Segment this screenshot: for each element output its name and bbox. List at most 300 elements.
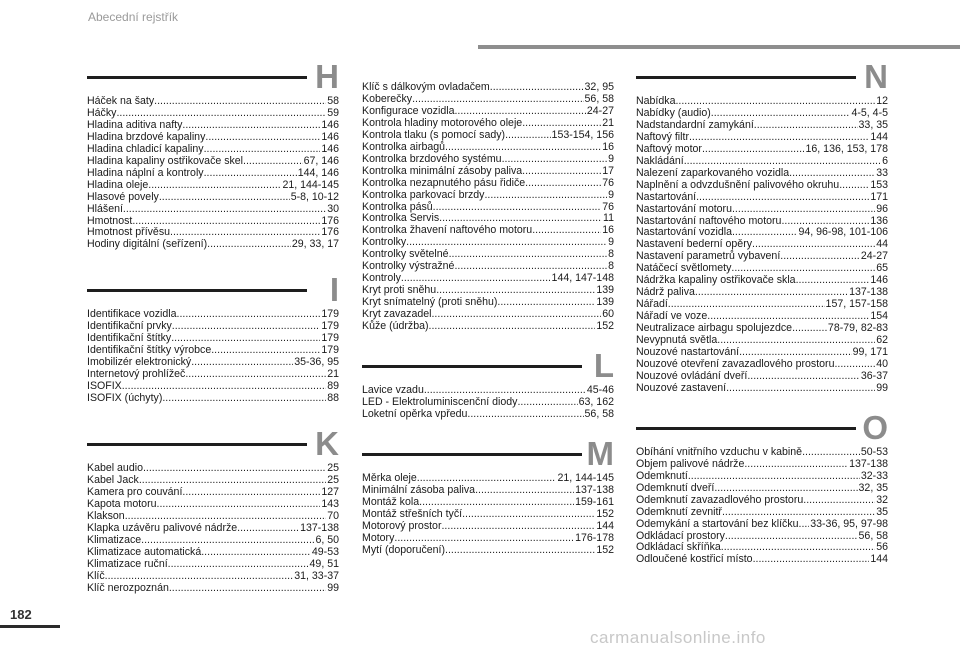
entry-pages: 24-27 [860, 250, 888, 263]
entry-pages: 9 [608, 188, 614, 201]
dot-leader [237, 523, 299, 535]
entry-name: Nastavení parametrů vybavení [636, 250, 781, 263]
dot-leader [490, 82, 584, 94]
entry-pages: 59 [327, 106, 339, 119]
entry-name: Kontrolka pásů [362, 200, 433, 213]
entry-name: Hladina aditiva nafty [87, 118, 183, 131]
entry-name: Háček na šaty [87, 95, 155, 107]
dot-leader [726, 383, 875, 395]
entry-pages: 21 [327, 368, 339, 381]
dot-leader [517, 397, 577, 409]
entry-name: Klimatizace [87, 533, 142, 546]
entry-name: Natáčecí světlomety [636, 262, 732, 275]
dot-leader [431, 309, 601, 321]
entry-pages: 45-46 [586, 384, 614, 397]
entry-pages: 179 [321, 308, 339, 321]
index-entry [87, 239, 339, 251]
dot-leader [688, 471, 860, 483]
index-section [362, 347, 614, 421]
index-entry [636, 495, 888, 507]
entry-pages: 153 [870, 178, 888, 191]
entry-list [362, 385, 614, 421]
dot-leader [168, 559, 309, 571]
entry-name: Kryt zavazadel [362, 308, 432, 321]
dot-leader [525, 178, 601, 190]
entry-pages: 99 [876, 381, 888, 394]
section-heading [636, 58, 888, 95]
entry-name: Naftový filtr [636, 130, 689, 143]
entry-pages: 65 [876, 262, 888, 275]
entry-pages: 21, 144-145 [557, 471, 614, 484]
entry-list [87, 96, 339, 251]
index-entry [87, 168, 339, 180]
section-rule [636, 427, 856, 430]
dot-leader [204, 168, 297, 180]
dot-leader [429, 321, 596, 333]
entry-name: Hladina chladicí kapaliny [87, 142, 204, 155]
index-entry [87, 583, 339, 595]
entry-name: Kontrolky světelné [362, 248, 449, 261]
entry-pages: 143 [321, 497, 339, 510]
index-entry [362, 130, 614, 142]
entry-name: Imobilizér elektronický [87, 356, 192, 369]
entry-pages: 35 [876, 505, 888, 518]
entry-name: Identifikační štítky výrobce [87, 344, 212, 357]
entry-name: Nářadí ve voze [636, 310, 708, 323]
entry-name: Kontrolky [362, 236, 407, 249]
dot-leader [744, 459, 848, 471]
dot-leader [789, 168, 875, 180]
index-entry [87, 535, 339, 547]
entry-pages: 88 [327, 392, 339, 405]
entry-pages: 171 [870, 190, 888, 203]
entry-name: ISOFIX [87, 380, 122, 393]
entry-pages: 8 [608, 260, 614, 273]
entry-pages: 179 [321, 344, 339, 357]
dot-leader [799, 519, 810, 531]
dot-leader [207, 239, 291, 251]
index-entry [87, 571, 339, 583]
entry-name: Odloučené kostřicí místo [636, 553, 753, 566]
entry-pages: 29, 33, 17 [291, 238, 339, 251]
entry-pages: 146 [321, 142, 339, 155]
entry-pages: 62 [876, 334, 888, 347]
entry-pages: 157, 157-158 [825, 298, 888, 311]
entry-name: Kontrolky výstražné [362, 260, 455, 273]
index-entry [87, 144, 339, 156]
section-letter: O [862, 408, 888, 446]
section-rule [362, 453, 582, 456]
section-rule [87, 443, 307, 446]
entry-name: Mytí (doporučení) [362, 543, 446, 556]
entry-name: Hlášení [87, 202, 123, 215]
dot-leader [475, 485, 574, 497]
entry-pages: 144 [596, 519, 614, 532]
entry-pages: 36-37 [860, 369, 888, 382]
index-entry [362, 178, 614, 190]
dot-leader [445, 545, 595, 557]
entry-pages: 9 [608, 236, 614, 249]
entry-name: Kontrolka airbagů [362, 140, 446, 153]
section-letter: I [329, 271, 339, 309]
entry-name: Nastartování [636, 190, 697, 203]
dot-leader [157, 499, 321, 511]
entry-pages: 179 [321, 320, 339, 333]
entry-pages: 99, 171 [852, 346, 888, 359]
index-entry [87, 393, 339, 405]
entry-name: Nalezení zaparkovaného vozidla [636, 166, 790, 179]
entry-name: Nadstandardní zamykání [636, 118, 754, 131]
entry-name: Nouzové ovládání dveří [636, 369, 748, 382]
dot-leader [123, 204, 326, 216]
entry-pages: 137-138 [300, 521, 339, 534]
index-entry [362, 142, 614, 154]
entry-pages: 21, 144-145 [282, 178, 339, 191]
entry-name: Odkládací prostory [636, 529, 725, 542]
entry-name: Minimální zásoba paliva [362, 483, 476, 496]
dot-leader [502, 154, 608, 166]
dot-leader [394, 533, 574, 545]
entry-name: Koberečky [362, 92, 413, 105]
entry-name: Klimatizace automatická [87, 545, 202, 558]
watermark: carmanualsonline.info [590, 628, 766, 647]
dot-leader [839, 180, 869, 192]
entry-pages: 25 [327, 473, 339, 486]
entry-name: Obíhání vnitřního vzduchu v kabině [636, 445, 803, 458]
entry-name: Kontrolka parkovací brzdy [362, 188, 485, 201]
entry-name: Kapota motoru [87, 497, 157, 510]
entry-name: Kabel audio [87, 462, 143, 475]
dot-leader [201, 547, 311, 559]
entry-pages: 25 [327, 462, 339, 475]
index-entry [87, 523, 339, 535]
index-entry [362, 497, 614, 509]
index-entry [87, 511, 339, 523]
entry-name: Konfigurace vozidla [362, 104, 455, 117]
dot-leader [243, 156, 303, 168]
section-heading [87, 58, 339, 95]
entry-pages: 78-79, 82-83 [827, 322, 888, 335]
entry-pages: 44 [876, 238, 888, 251]
entry-list [636, 96, 888, 395]
index-entry [87, 204, 339, 216]
entry-pages: 152 [596, 507, 614, 520]
dot-leader [204, 144, 321, 156]
index-entry [636, 168, 888, 180]
dot-leader [747, 371, 860, 383]
index-entry [362, 190, 614, 202]
dot-leader [753, 554, 870, 566]
entry-pages: 144, 147-148 [551, 272, 614, 285]
entry-name: Kontrola hladiny motorového oleje [362, 116, 523, 129]
entry-name: Nastavení bederní opěry [636, 238, 753, 251]
entry-name: Nádrž paliva [636, 286, 695, 299]
index-entry [362, 154, 614, 166]
index-entry [636, 519, 888, 531]
index-entry [362, 509, 614, 521]
index-entry [362, 409, 614, 421]
index-entry [636, 471, 888, 483]
entry-name: Hmotnost [87, 214, 133, 227]
index-entry [636, 156, 888, 168]
dot-leader [125, 511, 327, 523]
entry-list [636, 447, 888, 567]
entry-name: Nouzové otevření zavazadlového prostoru [636, 357, 835, 370]
entry-name: Neutralizace airbagu spolujezdce [636, 322, 793, 335]
index-entry [362, 321, 614, 333]
index-section [362, 434, 614, 557]
entry-pages: 56, 58 [858, 529, 888, 542]
index-entry [87, 96, 339, 108]
section-heading [636, 408, 888, 446]
entry-pages: 144 [870, 553, 888, 566]
entry-name: Internetový prohlížeč [87, 368, 186, 381]
index-section [636, 58, 888, 395]
entry-pages: 56 [876, 541, 888, 554]
entry-name: Nouzové nastartování [636, 346, 740, 359]
entry-list [362, 82, 614, 333]
dot-leader [702, 144, 805, 156]
footer-bar [0, 625, 60, 628]
dot-leader [177, 309, 321, 321]
entry-pages: 35-36, 95 [294, 356, 339, 369]
index-entry [636, 192, 888, 204]
entry-name: Loketní opěrka vpředu [362, 407, 468, 420]
index-entry [362, 533, 614, 545]
index-section [87, 425, 339, 594]
entry-name: Nevypnutá světla [636, 334, 718, 347]
entry-name: Klimatizace ruční [87, 557, 168, 570]
index-column-3 [636, 58, 888, 576]
entry-pages: 136 [870, 214, 888, 227]
dot-leader [505, 130, 550, 142]
entry-pages: 139 [596, 284, 614, 297]
dot-leader [696, 192, 869, 204]
entry-name: Motory [362, 531, 395, 544]
index-entry [636, 447, 888, 459]
entry-name: Klíč nerozpoznán [87, 581, 169, 594]
dot-leader [754, 120, 858, 132]
entry-pages: 6, 50 [315, 533, 339, 546]
dot-leader [169, 583, 326, 595]
entry-name: Kabel Jack [87, 473, 139, 486]
entry-list [87, 309, 339, 405]
entry-pages: 56, 58 [584, 92, 614, 105]
index-entry [87, 559, 339, 571]
dot-leader [522, 166, 601, 178]
section-rule [87, 289, 307, 292]
entry-pages: 154 [870, 310, 888, 323]
dot-leader [714, 483, 857, 495]
index-entry [87, 547, 339, 559]
entry-pages: 17 [602, 164, 614, 177]
dot-leader [441, 521, 595, 533]
entry-pages: 58 [327, 95, 339, 107]
entry-list [362, 473, 614, 557]
dot-leader [780, 251, 860, 263]
entry-name: Kontrola tlaku (s pomocí sady) [362, 128, 506, 141]
index-entry [362, 521, 614, 533]
dot-leader [172, 321, 321, 333]
dot-leader [148, 180, 281, 192]
entry-name: Hladina náplní a kontroly [87, 166, 204, 179]
section-rule [87, 76, 307, 79]
index-column-2 [362, 64, 614, 567]
entry-name: Kryt proti sněhu [362, 284, 437, 297]
entry-pages: 33-36, 95, 97-98 [810, 517, 888, 530]
entry-name: Kontrolka brzdového systému [362, 152, 502, 165]
entry-name: Montáž střešních tyčí [362, 507, 463, 520]
dot-leader [154, 96, 326, 108]
entry-pages: 139 [596, 296, 614, 309]
dot-leader [105, 571, 294, 583]
dot-leader [803, 495, 875, 507]
index-entry [87, 156, 339, 168]
entry-name: Lavice vzadu [362, 384, 424, 397]
dot-leader [449, 249, 608, 261]
entry-name: Identifikace vozidla [87, 308, 177, 321]
entry-pages: 176-178 [575, 531, 614, 544]
entry-pages: 146 [321, 130, 339, 143]
section-letter: L [593, 347, 614, 385]
entry-pages: 32, 35 [858, 481, 888, 494]
section-heading [87, 425, 339, 463]
entry-pages: 144 [870, 130, 888, 143]
dot-leader [732, 204, 875, 216]
section-letter: K [315, 425, 339, 463]
entry-name: Nastartování vozidla [636, 226, 732, 239]
entry-pages: 67, 146 [303, 154, 339, 167]
dot-leader [792, 323, 827, 335]
dot-leader [462, 509, 595, 521]
entry-pages: 152 [596, 543, 614, 556]
entry-pages: 146 [321, 118, 339, 131]
dot-leader [717, 335, 875, 347]
entry-name: Odemknutí zevnitř [636, 505, 722, 518]
entry-name: Kontrolka žhavení naftového motoru [362, 224, 533, 237]
section-heading [362, 434, 614, 472]
entry-pages: 137-138 [575, 483, 614, 496]
dot-leader [185, 369, 326, 381]
entry-name: Odemknutí dveří [636, 481, 715, 494]
entry-pages: 60 [602, 308, 614, 321]
dot-leader [191, 357, 293, 369]
index-entry [636, 554, 888, 566]
entry-name: Háčky [87, 106, 117, 119]
entry-pages: 179 [321, 332, 339, 345]
entry-name: Naftový motor [636, 142, 702, 155]
entry-pages: 76 [602, 200, 614, 213]
entry-name: Kontrolka Servis [362, 212, 440, 225]
entry-pages: 153-154, 156 [551, 128, 614, 141]
entry-name: Kontroly [362, 272, 401, 285]
page-header-title: Abecední rejstřík [88, 10, 179, 24]
entry-name: Klíč [87, 569, 105, 582]
entry-name: Nářadí [636, 298, 668, 311]
entry-pages: 5-8, 10-12 [290, 190, 339, 203]
entry-name: Hmotnost přívěsu [87, 226, 171, 239]
entry-name: Klíč s dálkovým ovladačem [362, 81, 490, 93]
index-entry [87, 192, 339, 204]
entry-pages: 159-161 [575, 495, 614, 508]
entry-name: Montáž kola [362, 495, 420, 508]
entry-name: Kamera pro couvání [87, 485, 183, 498]
entry-name: Hlasové povely [87, 190, 159, 203]
section-heading [87, 271, 339, 309]
entry-pages: 32-33 [860, 469, 888, 482]
entry-pages: 12 [876, 95, 888, 107]
index-entry [636, 459, 888, 471]
entry-pages: 32 [876, 493, 888, 506]
entry-name: Hodiny digitální (seřízení) [87, 238, 208, 251]
entry-pages: 49, 51 [309, 557, 339, 570]
entry-pages: 21 [602, 116, 614, 129]
index-entry [636, 507, 888, 519]
dot-leader [143, 463, 326, 475]
entry-pages: 40 [876, 357, 888, 370]
entry-pages: 70 [327, 509, 339, 522]
entry-pages: 9 [608, 152, 614, 165]
entry-pages: 50-53 [860, 445, 888, 458]
dot-leader [484, 190, 607, 202]
entry-pages: 6 [882, 154, 888, 167]
entry-pages: 176 [321, 214, 339, 227]
entry-pages: 63, 162 [578, 395, 614, 408]
index-entry [636, 204, 888, 216]
index-section [636, 408, 888, 567]
dot-leader [445, 142, 601, 154]
entry-list [87, 463, 339, 594]
entry-pages: 8 [608, 248, 614, 261]
section-letter: N [864, 58, 888, 95]
entry-name: Kryt snímatelný (proti sněhu) [362, 296, 498, 309]
index-entry [362, 166, 614, 178]
entry-pages: 30 [327, 202, 339, 215]
entry-name: Nádržka kapaliny ostřikovače skla [636, 274, 796, 287]
entry-name: Hladina kapaliny ostřikovače skel [87, 154, 244, 167]
entry-name: Nastartování motoru [636, 202, 732, 215]
dot-leader [162, 393, 326, 405]
entry-pages: 49-53 [311, 545, 339, 558]
entry-pages: 137-138 [849, 457, 888, 470]
entry-name: Klapka uzávěru palivové nádrže [87, 521, 238, 534]
entry-name: Nabídky (audio) [636, 106, 711, 119]
index-entry [362, 485, 614, 497]
entry-name: Měrka oleje [362, 471, 417, 484]
entry-name: Odemknutí [636, 469, 688, 482]
dot-leader [141, 535, 314, 547]
entry-pages: 76 [602, 176, 614, 189]
entry-pages: 11 [603, 212, 614, 225]
entry-pages: 99 [327, 581, 339, 594]
index-entry [87, 369, 339, 381]
entry-pages: 56, 58 [584, 407, 614, 420]
entry-pages: 16, 136, 153, 178 [805, 142, 888, 155]
dot-leader [205, 132, 320, 144]
entry-pages: 152 [596, 320, 614, 333]
section-letter: M [586, 434, 614, 472]
section-heading [362, 347, 614, 385]
entry-pages: 89 [327, 380, 339, 393]
dot-leader [532, 225, 601, 237]
entry-pages: 144, 146 [297, 166, 339, 179]
entry-name: Objem palivové nádrže [636, 457, 745, 470]
entry-name: Hladina oleje [87, 178, 149, 191]
entry-pages: 96 [876, 202, 888, 215]
index-entry [636, 483, 888, 495]
entry-name: Nastartování naftového motoru [636, 214, 782, 227]
index-column-1 [87, 58, 339, 605]
